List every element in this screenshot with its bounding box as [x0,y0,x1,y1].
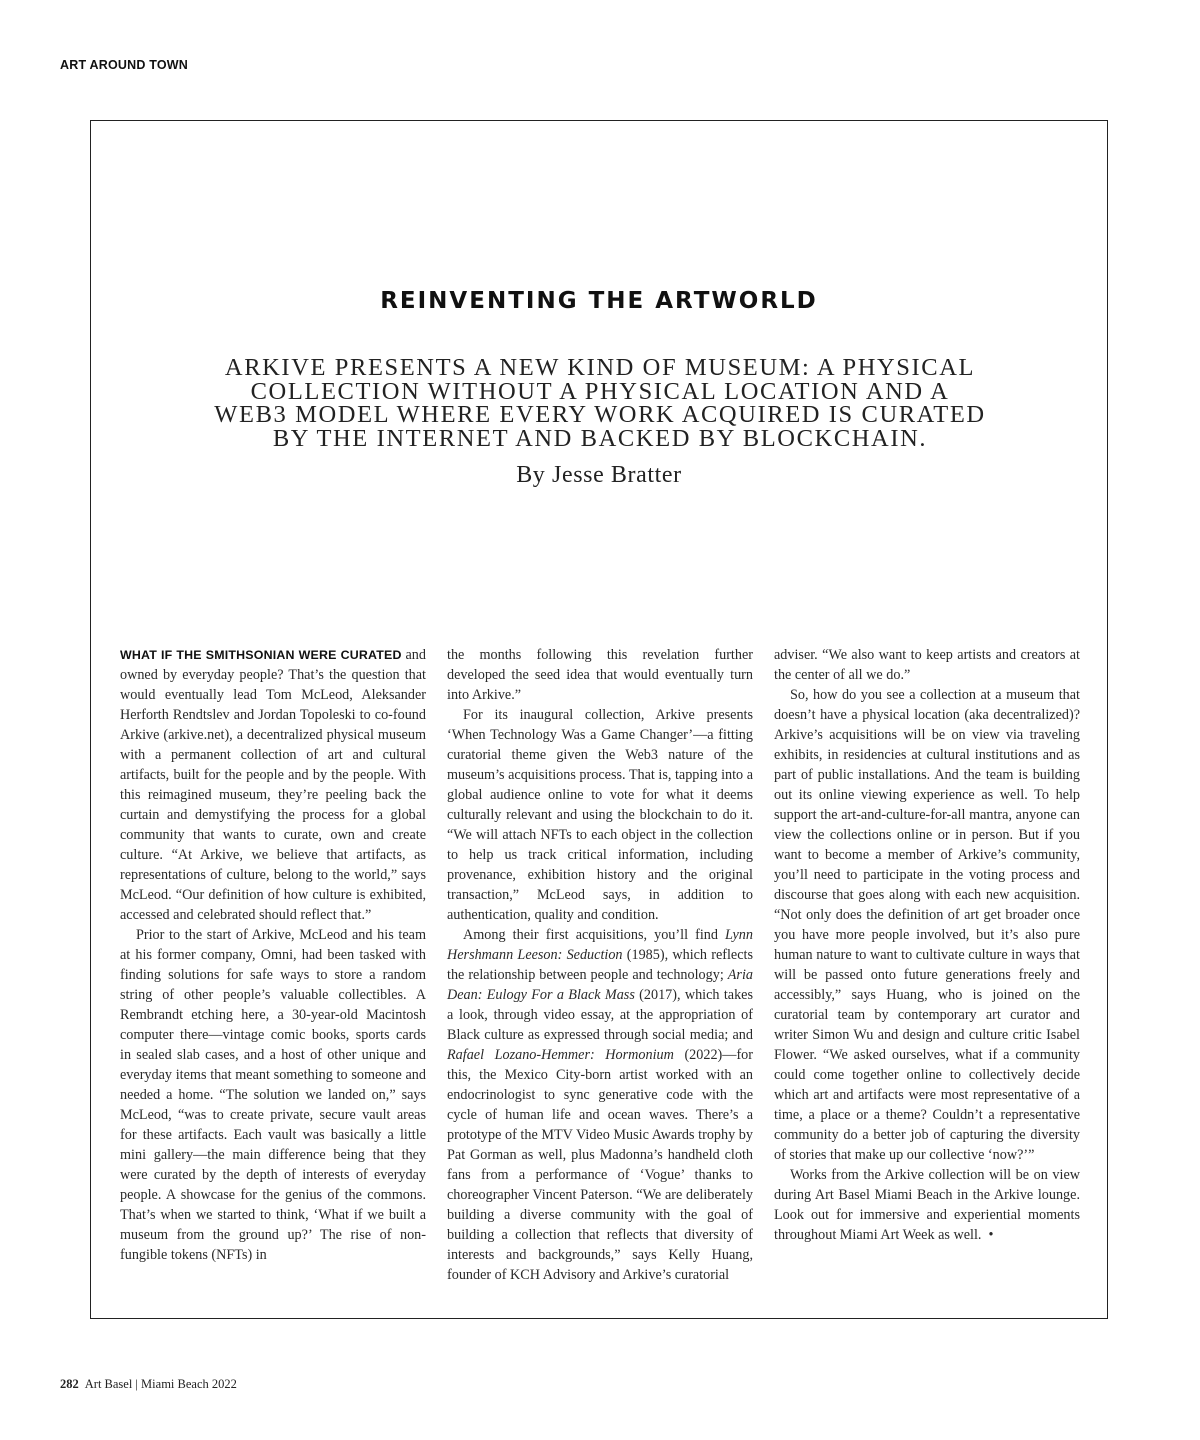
paragraph-text: (2017), which takes a look, through video essay, at the appropriation of Black culture as expressed through social media; and [447,987,753,1043]
lead-in: WHAT IF THE SMITHSONIAN WERE CURATED [120,648,402,662]
paragraph [447,925,753,1285]
deck-line: BY THE INTERNET AND BACKED BY BLOCKCHAIN. [272,424,928,452]
paragraph: adviser. “We also want to keep artists and creators at the center of all we do.” [774,647,1080,683]
paragraph-text: Works from the Arkive collection will be on view during Art Basel Miami Beach in the Arkive lounge. Look out for immersive and experiential moments throughout Miami Art Week as well. [774,1167,1080,1243]
paragraph [774,1165,1080,1245]
section-label: ART AROUND TOWN [60,58,188,72]
paragraph: For its inaugural collection, Arkive presents ‘When Technology Was a Game Changer’—a fitting curatorial theme given the Web3 nature of the museum’s acquisitions process. That is, tapping into a global audience online to vote for what it deems culturally relevant and using the blockchain to do it. “We will attach NFTs to each object in the collection to help us track critical information, including provenance, exhibition history and the original transaction,” McLeod says, in addition to authentication, quality and condition. [447,707,753,923]
paragraph-text: (2022)—for this, the Mexico City-born artist worked with an endocrinologist to sync generative code with the cycle of human life and ocean waves. There’s a prototype of the MTV Video Music Awards trophy by Pat Gorman as well, plus Madonna’s handheld cloth fans from a performance of ‘Vogue’ thanks to choreographer Vincent Paterson. “We are deliberately building a diverse community with the goal of building a collection that reflects that diversity of interests and backgrounds,” says Kelly Huang, founder of KCH Advisory and Arkive’s curatorial [447,1047,753,1283]
paragraph: the months following this revelation further developed the seed idea that would eventually turn into Arkive.” [447,647,753,703]
body-column-2 [447,645,753,1285]
page-footer [60,1377,237,1392]
paragraph: Prior to the start of Arkive, McLeod and his team at his former company, Omni, had been tasked with finding solutions for safe ways to store a random string of other people’s valuable collectibles. A Rembrandt etching here, a 30-year-old Macintosh computer there—vintage comic books, sports cards in sealed slab cases, and a host of other unique and everyday items that meant something to someone and needed a home. “The solution we landed on,” says McLeod, “was to create private, secure vault areas for these artifacts. Each vault was basically a little mini gallery—the main difference being that they were curated by the depth of interests of everyday people. A showcase for the genius of the commons. That’s when we started to think, ‘What if we built a museum from the ground up?’ The rise of non-fungible tokens (NFTs) in [120,927,426,1263]
page-number: 282 [60,1377,79,1391]
artwork-title: Lynn Hershmann Leeson: Seduction [447,927,753,963]
paragraph-text: (1985), which reflects the relationship between people and technology; [447,947,753,983]
paragraph-text: and owned by everyday people? That’s the question that would eventually lead Tom McLeod, Aleksander Herforth Rendtslev and Jordan Topoleski to co-found Arkive (arkive.net), a decentralized physical museum with a permanent collection of art and cultural artifacts, built for the people and by the people. With this reimagined museum, they’re peeling back the curtain and demystifying the process for a global community that wants to curate, own and create culture. “At Arkive, we believe that artifacts, as representations of culture, belong to the world,” says McLeod. “Our definition of how culture is exhibited, accessed and celebrated should reflect that.” [120,647,426,923]
paragraph [120,645,426,925]
deck-line: WEB3 MODEL WHERE EVERY WORK ACQUIRED IS CURATED [214,401,986,428]
artwork-title: Rafael Lozano-Hemmer: Hormonium [447,1047,674,1063]
article-deck [170,356,1030,450]
publication-name: Art Basel | Miami Beach 2022 [84,1377,237,1391]
paragraph: So, how do you see a collection at a museum that doesn’t have a physical location (aka decentralized)? Arkive’s acquisitions will be on view via traveling exhibits, in residencies at cultural institutions and as part of public installations. And the team is building out its online viewing experience as well. To help support the art-and-culture-for-all mantra, anyone can view the collections online or in person. But if you want to become a member of Arkive’s community, you’ll need to participate in the voting process and discourse that goes along with each new acquisition. “Not only does the definition of art get broader once you have more people involved, but it’s also pure human nature to want to cultivate culture in ways that will be passed onto future generations freely and accessibly,” says Huang, who is joined on the curatorial team by contemporary art curator and writer Simon Wu and design and culture critic Isabel Flower. “We asked ourselves, what if a community could come together online to collectively decide which art and artifacts were most representative of a time, a place or a theme? Couldn’t a representative community do a better job of capturing the diversity of stories that make up our collective ‘now?’” [774,687,1080,1163]
deck-line: COLLECTION WITHOUT A PHYSICAL LOCATION AND A [250,377,950,405]
paragraph-text: Among their first acquisitions, you’ll find [463,927,726,943]
article-headline: REINVENTING THE ARTWORLD [380,288,818,314]
article-byline: By Jesse Bratter [516,462,682,488]
body-column-1 [120,645,426,1265]
deck-line: ARKIVE PRESENTS A NEW KIND OF MUSEUM: A PHYSICAL [224,354,976,381]
artwork-title: Aria Dean: Eulogy For a Black Mass [447,967,753,1003]
end-mark: • [988,1227,994,1243]
body-column-3 [774,645,1080,1245]
